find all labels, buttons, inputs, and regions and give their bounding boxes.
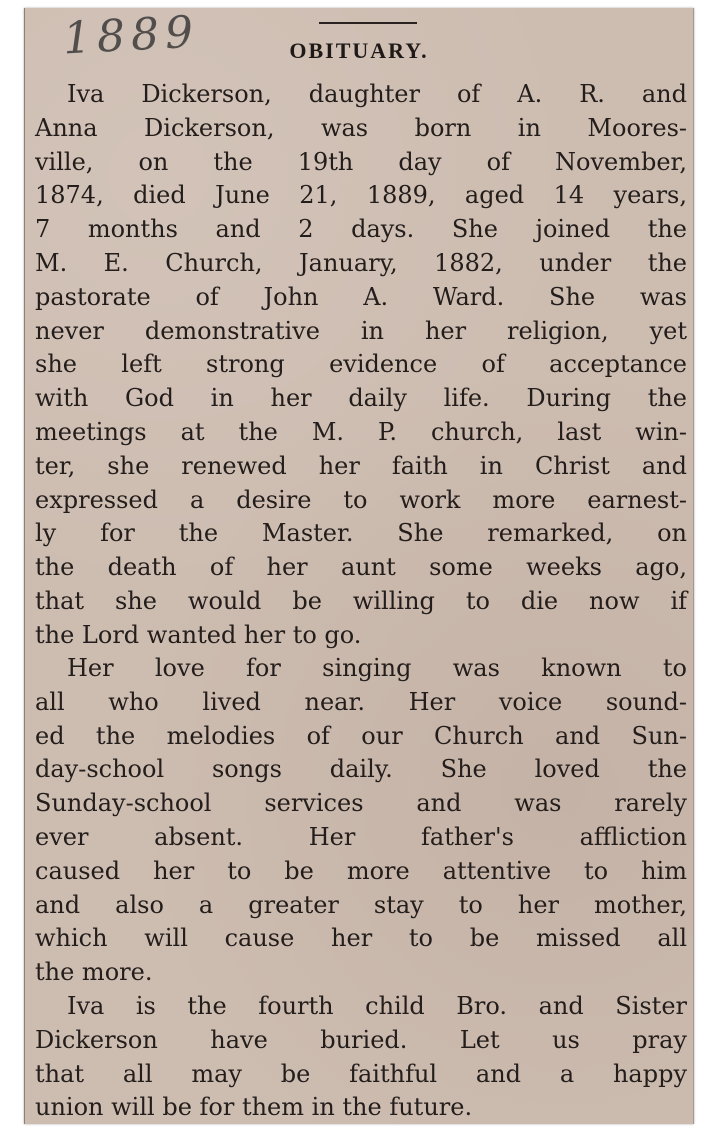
paragraph-2 [35,652,687,990]
text-line: day-school songs daily. She loved the [35,755,687,784]
text-line: all who lived near. Her voice sound- [35,687,687,716]
text-line: Dickerson have buried. Let us pray [35,1025,687,1054]
newspaper-clipping [24,8,694,1124]
text-line: that all may be faithful and a happy [35,1059,687,1088]
text-line: Sunday-school services and was rarely [35,789,687,818]
text-line: meetings at the M. P. church, last win- [35,417,687,446]
text-line: ed the melodies of our Church and Sun- [35,721,687,750]
text-line: ly for the Master. She remarked, on [35,519,687,548]
text-line: Anna Dickerson, was born in Moores- [35,113,687,142]
handwritten-year-note: 1889 [61,6,201,65]
text-line: expressed a desire to work more earnest- [35,485,687,514]
text-line: Iva is the fourth child Bro. and Sister [67,992,687,1020]
text-line: ever absent. Her father's affliction [35,822,687,851]
text-line: pastorate of John A. Ward. She was [35,282,687,311]
text-line: she left strong evidence of acceptance [35,350,687,379]
obituary-heading: OBITUARY. [289,38,429,63]
text-line: 7 months and 2 days. She joined the [35,215,687,244]
paragraph-3 [35,990,687,1125]
top-rule-divider [319,22,417,24]
text-line: union will be for them in the future. [35,1093,473,1122]
text-line: ville, on the 19th day of November, [35,147,687,176]
text-line: caused her to be more attentive to him [35,856,687,885]
text-line: 1874, died June 21, 1889, aged 14 years, [35,181,687,210]
text-line: the Lord wanted her to go. [35,620,362,649]
text-line: which will cause her to be missed all [35,924,687,953]
text-line: M. E. Church, January, 1882, under the [35,248,687,277]
text-line: Her love for singing was known to [67,654,687,682]
text-line: never demonstrative in her religion, yet [35,316,687,345]
text-line: and also a greater stay to her mother, [35,890,687,919]
text-line: the more. [35,958,153,987]
paragraph-1 [35,78,687,653]
text-line: ter, she renewed her faith in Christ and [35,451,687,480]
text-line: the death of her aunt some weeks ago, [35,553,687,582]
text-line: that she would be willing to die now if [35,586,687,615]
text-line: Iva Dickerson, daughter of A. R. and [67,80,687,108]
text-line: with God in her daily life. During the [35,384,687,413]
